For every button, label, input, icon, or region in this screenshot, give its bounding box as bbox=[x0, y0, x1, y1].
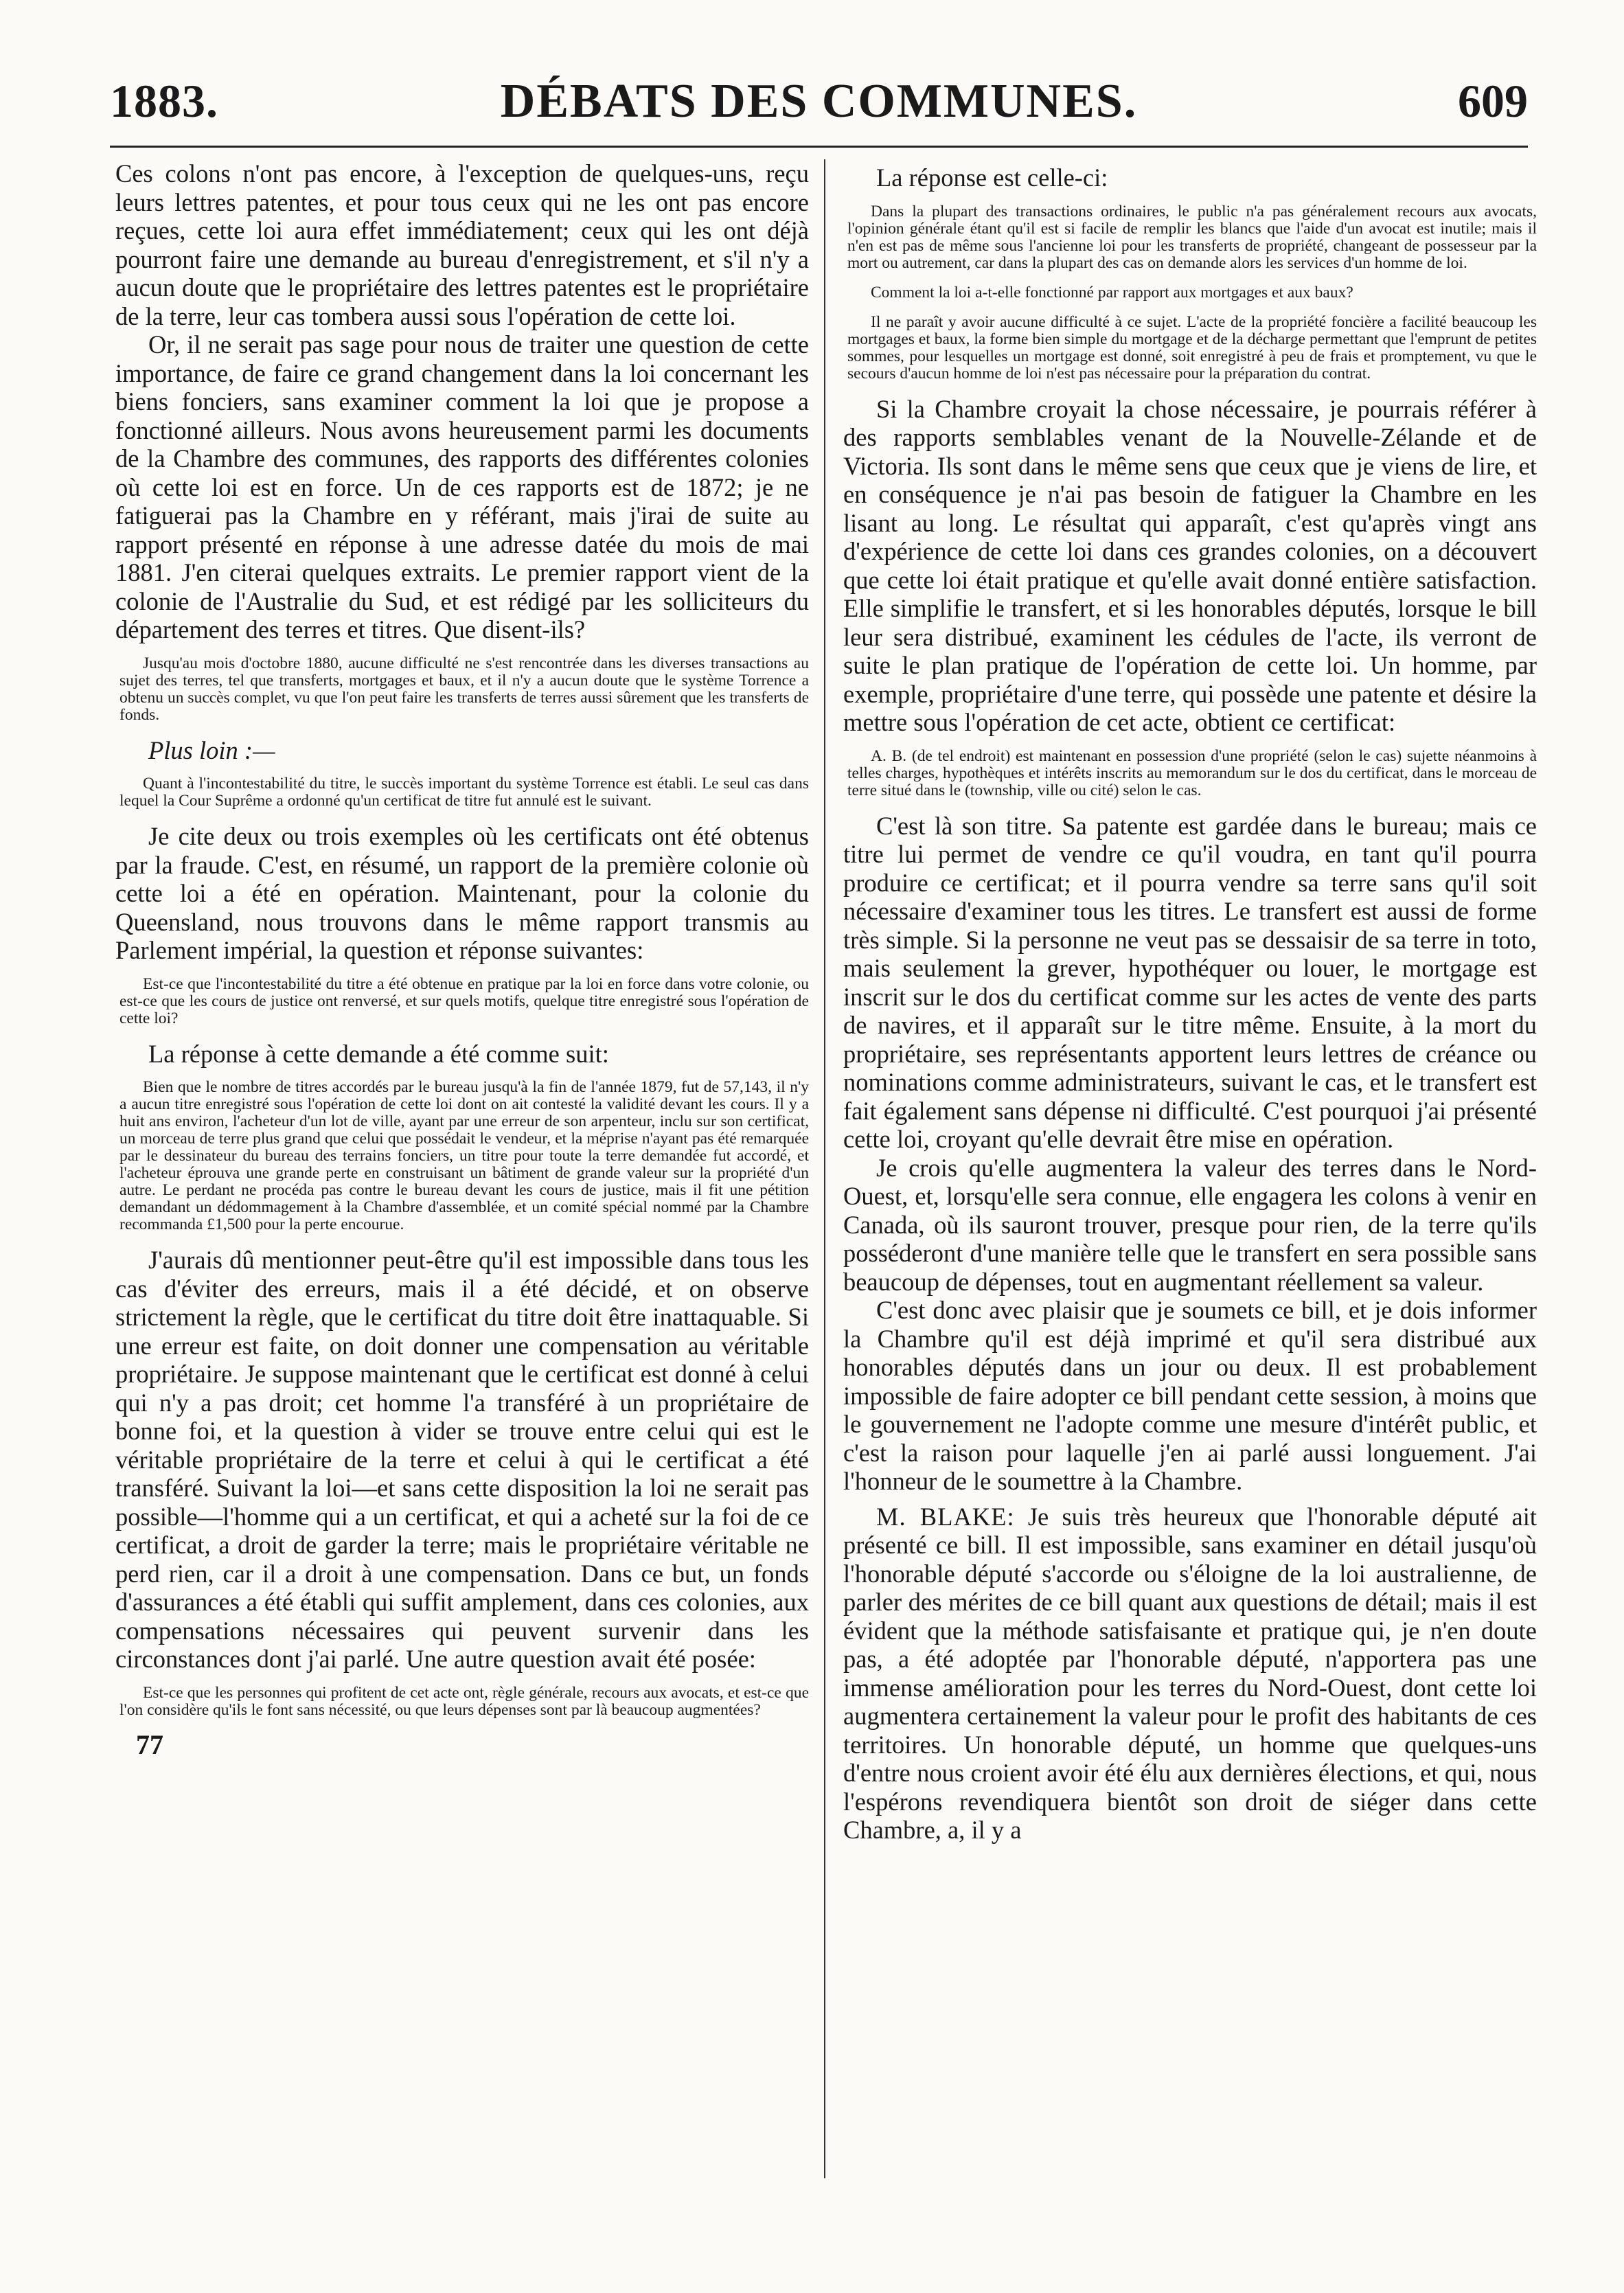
right-paragraph-3: Je crois qu'elle augmentera la valeur des terres dans le Nord-Ouest, et, lorsqu'elle sera connue, elle engagera les colons à venir en Canada, où ils sauront trouver, presque pour rien, de la terre qu'ils posséderont d'une manière telle que le transfert en sera possible sans beaucoup de dépenses, tout en augmentant réellement sa valeur. bbox=[843, 1153, 1537, 1296]
right-column bbox=[843, 159, 1537, 2192]
left-plus-loin: Plus loin :— bbox=[148, 735, 275, 764]
right-paragraph-2: C'est là son titre. Sa patente est gardée dans le bureau; mais ce titre lui permet de vendre ce qu'il voudra, en tant qu'il pourra produire ce certificat; et il pourra vendre sa terre sans qu'il soit nécessaire d'examiner tous les titres. Le transfert est aussi de forme très simple. Si la personne ne veut pas se dessaisir de sa terre in toto, mais seulement la grever, hypothéquer ou louer, le mortgage est inscrit sur le dos du certificat comme sur les actes de vente des parts de navires, et il apparaît sur le titre même. Ensuite, à la mort du propriétaire, ses représentants apportent leurs lettres de créance ou nominations comme administrateurs, suivant le cas, et le transfert est fait également sans dépense ni difficulté. C'est pourquoi j'ai présenté cette loi, croyant qu'elle devrait être mise en opération. bbox=[843, 811, 1537, 1153]
right-paragraph-5 bbox=[843, 1503, 1537, 1845]
footer-signature: 77 bbox=[136, 1729, 163, 1760]
left-column bbox=[115, 159, 809, 2192]
right-quote-1: Dans la plupart des transactions ordinaires, le public n'a pas généralement recours aux avocats, l'opinion générale étant qu'il est si facile de remplir les blancs que l'aide d'un avocat est inutile; mais il n'en est pas de même sous l'ancienne loi pour les transferts de propriété, changeant de possesseur par la mort ou autrement, car dans la plupart des cas on demande alors les services d'un homme de loi. bbox=[847, 202, 1537, 272]
header-rule bbox=[110, 146, 1528, 148]
left-quote-1: Jusqu'au mois d'octobre 1880, aucune difficulté ne s'est rencontrée dans les diverses transactions au sujet des terres, tel que transferts, mortgages et baux, et il n'y a aucun doute que le système Torrence a obtenu un succès complet, vu que l'on peut faire les transferts de terres aussi sûrement que les transferts de fonds. bbox=[119, 654, 809, 724]
right-quote-1b: Comment la loi a-t-elle fonctionné par rapport aux mortgages et aux baux? bbox=[871, 283, 1353, 301]
right-quote-3: A. B. (de tel endroit) est maintenant en possession d'une propriété (selon le cas) sujette néanmoins à telles charges, hypothèques et intérêts inscrits au memorandum sur le dos du certificat, dans le morceau de terre situé dans le (township, ville ou cité) selon le cas. bbox=[847, 746, 1537, 799]
left-paragraph-1: Ces colons n'ont pas encore, à l'exception de quelques-uns, reçu leurs lettres patentes, et pour tous ceux qui ne les ont pas encore reçues, cette loi aura effet immédiatement; ceux qui les ont déjà pourront faire une demande au bureau d'enregistrement, et s'il n'y a aucun doute que le propriétaire des lettres patentes est le propriétaire de la terre, leur cas tombera aussi sous l'opération de cette loi. bbox=[115, 159, 809, 330]
right-quote-2: Il ne paraît y avoir aucune difficulté à ce sujet. L'acte de la propriété foncière a facilité beaucoup les mortgages et baux, la forme bien simple du mortgage et de la décharge permettant que l'emprunt de petites sommes, pour lesquelles un mortgage est donné, soit enregistré à peu de frais et promptement, vu que le secours d'aucun homme de loi n'est pas nécessaire pour la préparation du contrat. bbox=[847, 312, 1537, 383]
right-subhead-response: La réponse est celle-ci: bbox=[876, 163, 1108, 192]
left-subhead-response: La réponse à cette demande a été comme suit: bbox=[148, 1039, 609, 1068]
speaker-name: M. BLAKE: bbox=[876, 1502, 1015, 1531]
header-year: 1883. bbox=[110, 75, 218, 127]
left-quote-4: Bien que le nombre de titres accordés par le bureau jusqu'à la fin de l'année 1879, fut de 57,143, il n'y a aucun titre enregistré sous l'opération de cette loi dont on ait contesté la validité devant les cours. Il y a huit ans environ, l'acheteur d'un lot de ville, ayant par une erreur de son arpenteur, inclu sur son certificat, un morceau de terre plus grand que celui que possédait le vendeur, et la méprise n'ayant pas été remarquée par le dessinateur du bureau des terrains fonciers, un titre pour toute la terre demandée fut accordé, et l'acheteur éprouva une grande perte en construisant un bâtiment de grande valeur sur la propriété d'un autre. Le perdant ne procéda pas contre le bureau devant les cours de justice, mais il fit une pétition demandant un dédommagement à la Chambre d'assemblée, et un comité spécial nommé par la Chambre recommanda £1,500 pour la perte encourue. bbox=[119, 1078, 809, 1233]
page-header bbox=[110, 74, 1528, 136]
left-paragraph-3: Je cite deux ou trois exemples où les certificats ont été obtenus par la fraude. C'est, en résumé, un rapport de la première colonie où cette loi a été en opération. Maintenant, pour la colonie du Queensland, nous trouvons dans le même rapport transmis au Parlement impérial, la question et réponse suivantes: bbox=[115, 822, 809, 964]
right-paragraph-4: C'est donc avec plaisir que je soumets ce bill, et je dois informer la Chambre qu'il est déjà imprimé et qu'il sera distribué aux honorables députés dans un jour ou deux. Il est probablement impossible de faire adopter ce bill pendant cette session, à moins que le gouvernement ne l'adopte comme une mesure d'intérêt public, et c'est la raison pour laquelle j'en ai parlé aussi longuement. J'ai l'honneur de le soumettre à la Chambre. bbox=[843, 1296, 1537, 1495]
header-title: DÉBATS DES COMMUNES. bbox=[500, 75, 1138, 128]
left-quote-2: Quant à l'incontestabilité du titre, le succès important du système Torrence est établi. Le seul cas dans lequel la Cour Suprême a ordonné qu'un certificat de titre fut annulé est le suivant. bbox=[119, 775, 809, 810]
left-paragraph-4: J'aurais dû mentionner peut-être qu'il est impossible dans tous les cas d'éviter des erreurs, mais il a été décidé, et on observe strictement la règle, que le certificat du titre doit être inattaquable. Si une erreur est faite, on doit donner une compensation au véritable propriétaire. Je suppose maintenant que le certificat est donné à celui qui n'y a pas droit; cet homme l'a transféré à un propriétaire de bonne foi, et la question à vider se trouve entre celui qui est le véritable propriétaire de la terre et celui à qui le certificat a été transféré. Suivant la loi—et sans cette disposition la loi ne serait pas possible—l'homme qui a un certificat, et qui a acheté sur la foi de ce certificat, a droit de garder la terre; mais le propriétaire véritable ne perd rien, car il a droit à une compensation. Dans ce but, un fonds d'assurances a été établi qui suffit amplement, dans ces colonies, aux compensations nécessaires qui peuvent survenir dans les circonstances dont j'ai parlé. Une autre question avait été posée: bbox=[115, 1246, 809, 1673]
left-quote-5: Est-ce que les personnes qui profitent de cet acte ont, règle générale, recours aux avocats, et est-ce que l'on considère qu'ils le font sans nécessité, ou que leurs dépenses sont par là beaucoup augmentées? bbox=[119, 1683, 809, 1719]
speaker-text: Je suis très heureux que l'honorable député ait présenté ce bill. Il est impossible, sans examiner en détail jusqu'où l'honorable député s'accorde ou s'éloigne de la loi australienne, de parler des mérites de ce bill quant aux questions de détail; mais il est évident que la méthode satisfaisante et pratique qui, je n'en doute pas, a été adoptée par l'honorable député, n'apportera pas une immense amélioration pour les terres du Nord-Ouest, dont cette loi augmentera certainement la valeur pour le profit des habitants de ces territoires. Un honorable député, un homme que quelques-uns d'entre nous croient avoir été élu aux dernières élections, et qui, nous l'espérons revendiquera bientôt son droit de siéger dans cette Chambre, a, il y a bbox=[843, 1502, 1537, 1844]
column-separator bbox=[824, 159, 825, 2178]
left-quote-3: Est-ce que l'incontestabilité du titre a été obtenue en pratique par la loi en force dans votre colonie, ou est-ce que les cours de justice ont renversé, et sur quels motifs, quelque titre enregistré sous l'opération de cette loi? bbox=[119, 974, 809, 1027]
right-paragraph-1: Si la Chambre croyait la chose nécessaire, je pourrais référer à des rapports semblables venant de la Nouvelle-Zélande et de Victoria. Ils sont dans le même sens que ceux que je viens de lire, et en conséquence je n'ai pas besoin de fatiguer la Chambre en les lisant au long. Le résultat qui apparaît, c'est qu'après vingt ans d'expérience de cette loi dans ces grandes colonies, on a découvert que cette loi était pratique et qu'elle avait donné entière satisfaction. Elle simplifie le transfert, et si les honorables députés, lorsque le bill leur sera distribué, examinent les cédules de l'acte, ils verront de suite le plan pratique de l'opération de cette loi. Un homme, par exemple, propriétaire d'une terre, qui possède une patente et désire la mettre sous l'opération de cet acte, obtient ce certificat: bbox=[843, 394, 1537, 736]
header-page-number: 609 bbox=[1458, 75, 1528, 127]
left-paragraph-2: Or, il ne serait pas sage pour nous de traiter une question de cette importance, de faire ce grand changement dans la loi concernant les biens fonciers, sans examiner comment la loi que je propose a fonctionné ailleurs. Nous avons heureusement parmi les documents de la Chambre des communes, des rapports des différentes colonies où cette loi est en force. Un de ces rapports est de 1872; je ne fatiguerai pas la Chambre en y référant, mais j'irai de suite au rapport présenté en réponse à une adresse datée du mois de mai 1881. J'en citerai quelques extraits. Le premier rapport vient de la colonie de l'Australie du Sud, et est rédigé par les solliciteurs du département des terres et titres. Que disent-ils? bbox=[115, 330, 809, 643]
